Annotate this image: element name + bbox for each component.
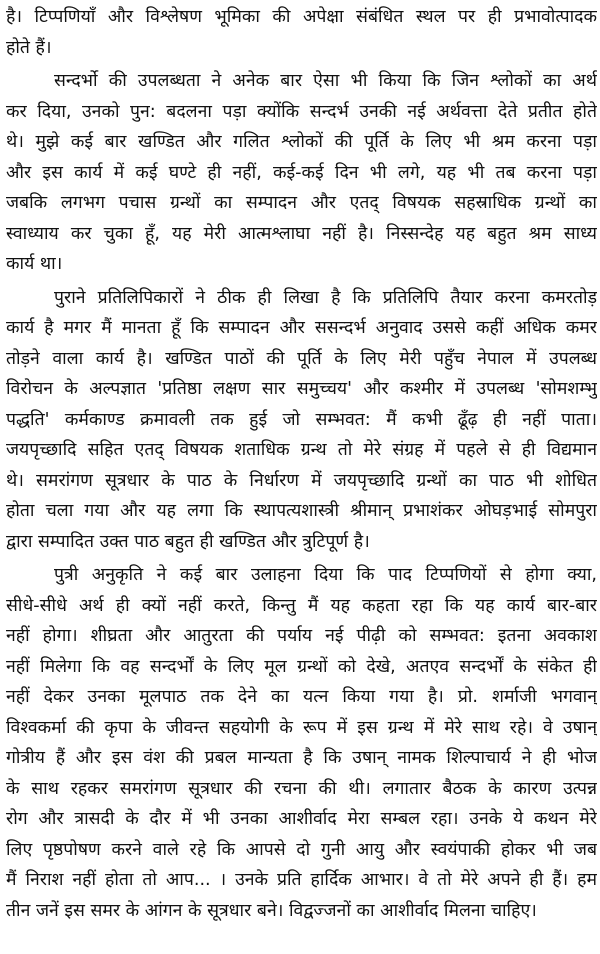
text-line: लिए पृष्ठपोषण करने वाले रहे कि आपसे दो गुनी आयु और स्वयंपाकी होकर भी जब (6, 839, 597, 860)
paragraph-continuation (6, 2, 597, 63)
text-line: गोत्रीय हैं और इस वंश की प्रबल मान्यता है कि उषान् नामक शिल्पाचार्य ने ही भोज (6, 748, 597, 768)
text-line: तीन जनें इस समर के आंगन के सूत्रधार बने। विद्वज्जनों का आशीर्वाद मिलना चाहिए। (6, 900, 537, 921)
text-line: होते हैं। (6, 37, 52, 58)
text-line: विश्वकर्मा की कृपा के जीवन्त सहयोगी के रूप में इस ग्रन्थ में मेरे साथ रहे। वे उषान् (6, 717, 597, 738)
text-line: सन्दर्भो की उपलब्धता ने अनेक बार ऐसा भी किया कि जिन श्लोकों का अर्थ (54, 71, 597, 91)
text-line: पुराने प्रतिलिपिकारों ने ठीक ही लिखा है कि प्रतिलिपि तैयार करना कमरतोड़ (54, 287, 597, 308)
text-line: कार्य है मगर मैं मानता हूँ कि सम्पादन और ससन्दर्भ अनुवाद उससे कहीं अधिक कमर (6, 318, 597, 338)
paragraph-references (6, 66, 597, 280)
text-line: मैं निराश नहीं होता तो आप... । उनके प्रति हार्दिक आभार। वे तो मेरे अपने ही हैं। हम (6, 870, 597, 890)
text-line: जबकि लगभग पचास ग्रन्थों का सम्पादन और एतद् विषयक सहस्राधिक ग्रन्थों का (6, 193, 597, 213)
text-line: थे। मुझे कई बार खण्डित और गलित श्लोकों की पूर्ति के लिए भी श्रम करना पड़ा (6, 132, 597, 152)
text-line: जयपृच्छादि सहित एतद् विषयक शताधिक ग्रन्थ तो मेरे संग्रह में पहले से ही विद्यमान (6, 440, 597, 460)
text-line: सीधे-सीधे अर्थ ही क्यों नहीं करते, किन्तु मैं यह कहता रहा कि यह कार्य बार-बार (6, 595, 597, 616)
text-line: तोड़ने वाला कार्य है। खण्डित पाठों की पूर्ति के लिए मेरी पहुँच नेपाल में उपलब्ध (6, 348, 597, 369)
text-line: और इस कार्य में कई घण्टे ही नहीं, कई-कई दिन भी लगे, यह भी तब करना पड़ा (6, 162, 597, 183)
text-line: कर दिया, उनको पुन: बदलना पड़ा क्योंकि सन्दर्भ उनकी नई अर्थवत्ता देते प्रतीत होते (6, 101, 597, 122)
paragraph-copyists (6, 283, 597, 558)
paragraph-daughter (6, 560, 597, 926)
text-line: रोग और त्रासदी के दौर में भी उनका आशीर्वाद मेरा सम्बल रहा। उनके ये कथन मेरे (6, 809, 597, 829)
text-line: के साथ रहकर समरांगण सूत्रधार की रचना की थी। लगातार बैठक के कारण उत्पन्न (6, 778, 597, 799)
text-line: नहीं मिलेगा कि वह सन्दर्भों के लिए मूल ग्रन्थों को देखे, अतएव सन्दर्भों के संकेत ही (6, 656, 597, 677)
text-line: कार्य था। (6, 254, 63, 274)
text-line: विरोचन के अल्पज्ञात 'प्रतिष्ठा लक्षण सार समुच्चय' और कश्मीर में उपलब्ध 'सोमशम्भु (6, 379, 597, 399)
text-line: पुत्री अनुकृति ने कई बार उलाहना दिया कि पाद टिप्पणियों से होगा क्या, (54, 565, 597, 585)
text-line: नहीं होगा। शीघ्रता और आतुरता की पर्याय नई पीढ़ी को सम्भवत: इतना अवकाश (6, 626, 597, 646)
text-line: नहीं देकर उनका मूलपाठ तक देने का यत्न किया गया है। प्रो. शर्माजी भगवान् (6, 687, 597, 707)
text-line: स्वाध्याय कर चुका हूँ, यह मेरी आत्मश्लाघा नहीं है। निस्सन्देह यह बहुत श्रम साध्य (6, 223, 597, 244)
text-line: द्वारा सम्पादित उक्त पाठ बहुत ही खण्डित और त्रुटिपूर्ण है। (6, 531, 370, 552)
text-line: होता चला गया और यह लगा कि स्थापत्यशास्त्री श्रीमान् प्रभाशंकर ओघड़भाई सोमपुरा (6, 501, 597, 521)
text-line: पद्धति' कर्मकाण्ड क्रमावली तक हुई जो सम्भवत: मैं कभी ढूँढ़ ही नहीं पाता। (6, 409, 597, 430)
text-line: थे। समरांगण सूत्रधार के पाठ के निर्धारण में जयपृच्छादि ग्रन्थों का पाठ भी शोधित (6, 470, 597, 491)
text-line: है। टिप्पणियाँ और विश्लेषण भूमिका की अपेक्षा संबंधित स्थल पर ही प्रभावोत्पादक (6, 7, 597, 27)
